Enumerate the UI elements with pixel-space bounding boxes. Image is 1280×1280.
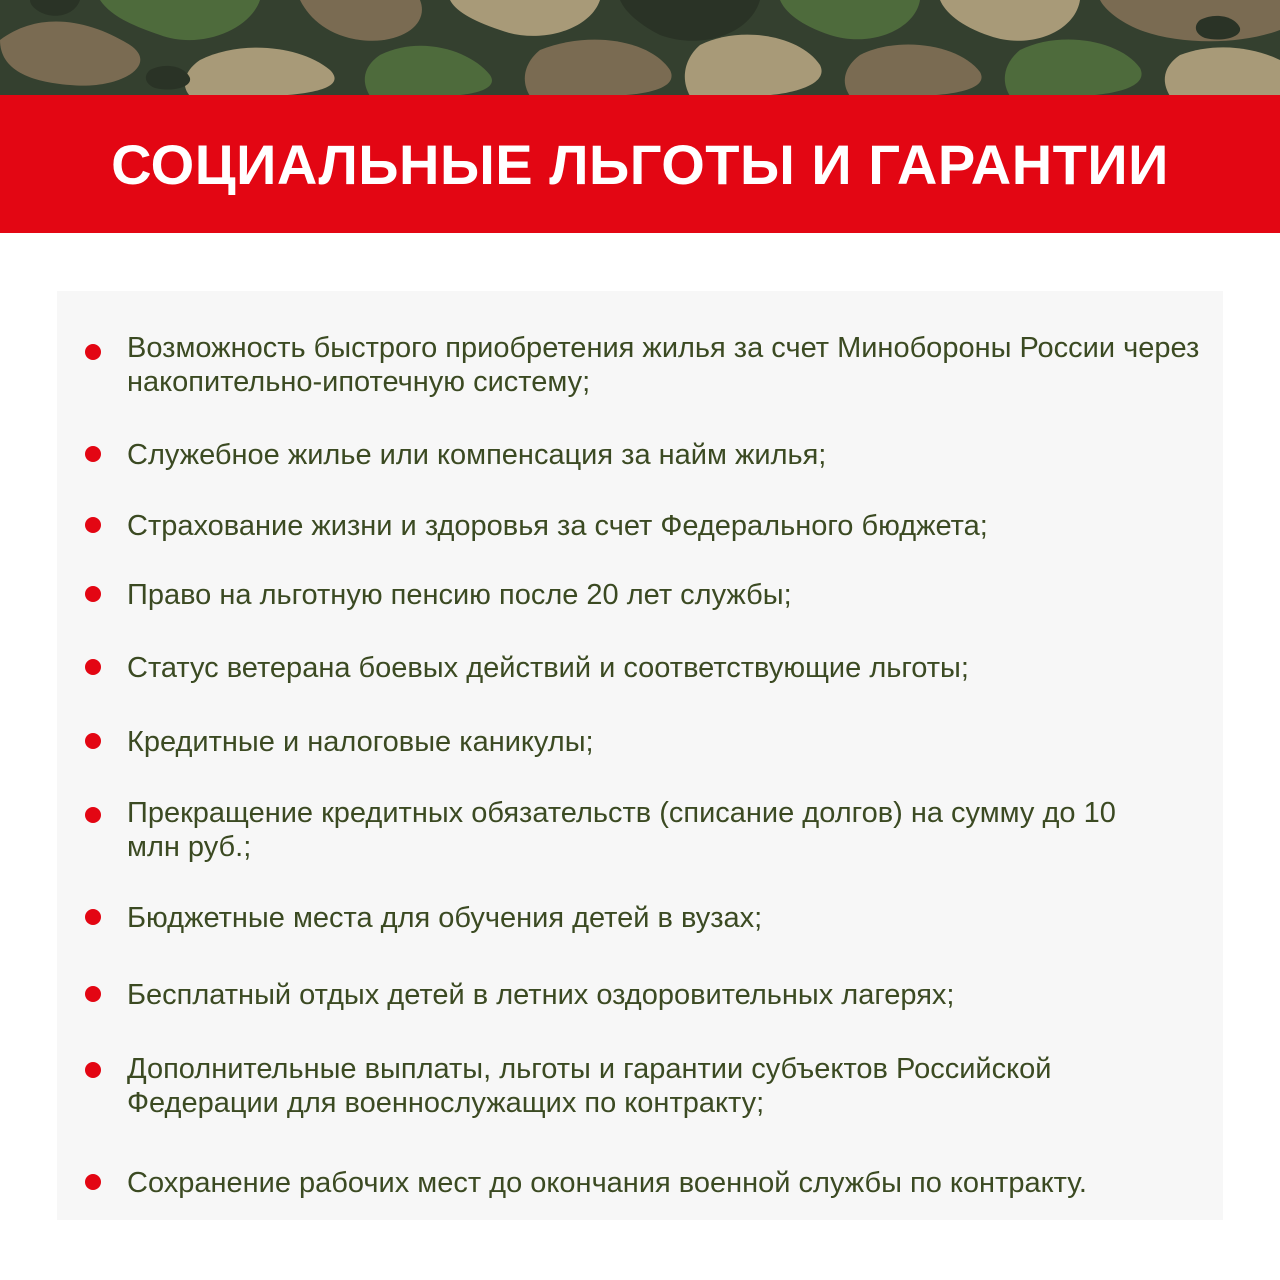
bullet-icon (85, 733, 101, 749)
list-item: Право на льготную пенсию после 20 лет службы; (127, 579, 792, 611)
list-item: Сохранение рабочих мест до окончания военной службы по контракту. (127, 1167, 1087, 1199)
bullet-icon (85, 659, 101, 675)
list-item: Дополнительные выплаты, льготы и гарантии субъектов Российской Федерации для военнослужащих по контракту; (127, 1053, 1052, 1119)
list-item: Служебное жилье или компенсация за найм жилья; (127, 439, 827, 471)
list-item: Прекращение кредитных обязательств (списание долгов) на сумму до 10 млн руб.; (127, 797, 1116, 863)
list-item: Статус ветерана боевых действий и соответствующие льготы; (127, 652, 969, 684)
bullet-icon (85, 807, 101, 823)
list-item: Возможность быстрого приобретения жилья за счет Минобороны России через накопительно-ипотечную систему; (127, 332, 1200, 398)
bullet-icon (85, 986, 101, 1002)
list-item: Страхование жизни и здоровья за счет Федерального бюджета; (127, 510, 988, 542)
bullet-icon (85, 446, 101, 462)
bullet-icon (85, 344, 101, 360)
bullet-icon (85, 1062, 101, 1078)
bullet-icon (85, 586, 101, 602)
bullet-icon (85, 517, 101, 533)
bullet-icon (85, 909, 101, 925)
title-banner (0, 95, 1280, 233)
list-item: Бесплатный отдых детей в летних оздоровительных лагерях; (127, 979, 955, 1011)
bullet-icon (85, 1174, 101, 1190)
camouflage-header-pattern (0, 0, 1280, 96)
list-item: Кредитные и налоговые каникулы; (127, 726, 594, 758)
benefits-panel (57, 291, 1223, 1220)
list-item: Бюджетные места для обучения детей в вузах; (127, 902, 763, 934)
page-title: СОЦИАЛЬНЫЕ ЛЬГОТЫ И ГАРАНТИИ (111, 132, 1169, 196)
